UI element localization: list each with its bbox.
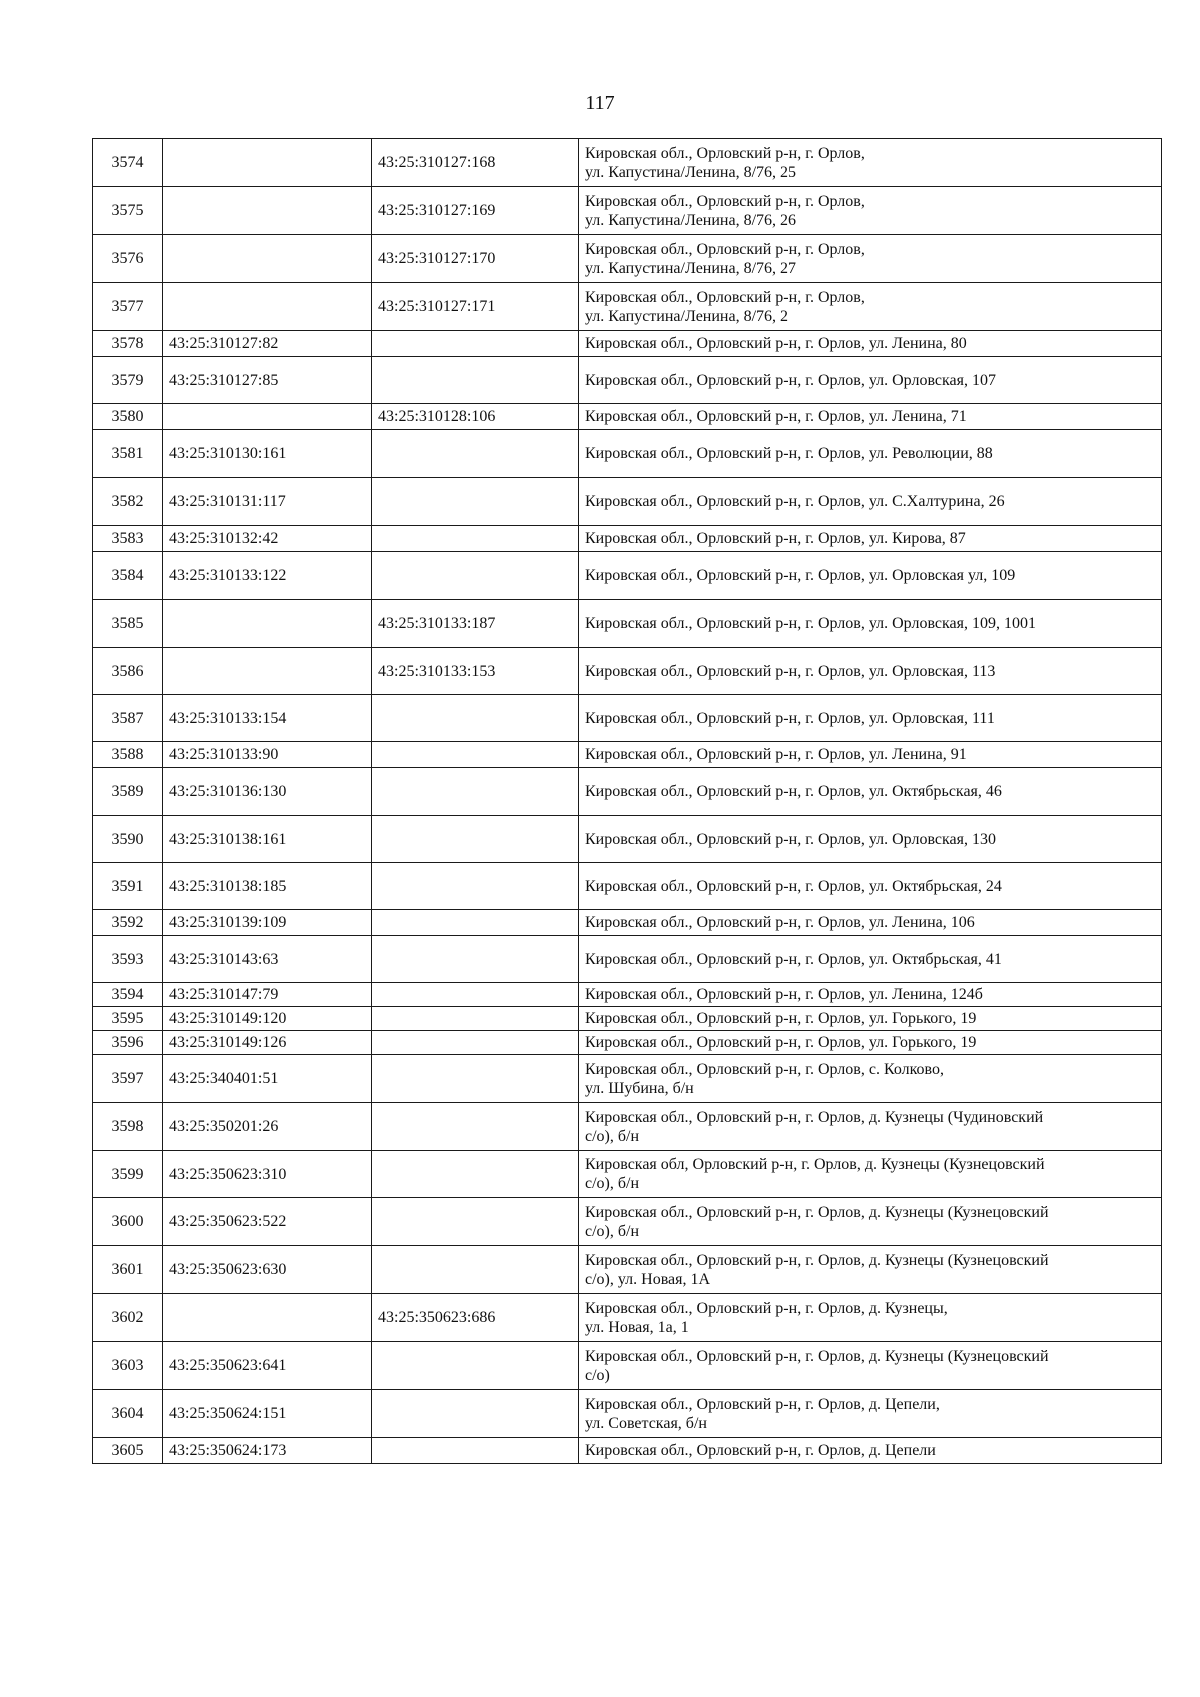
cadastral-number-cell: 43:25:350623:630	[163, 1246, 372, 1294]
address-line: ул. Капустина/Ленина, 8/76, 26	[585, 211, 797, 229]
table-row	[93, 1438, 1162, 1464]
address-line: Кировская обл., Орловский р-н, г. Орлов, ул. Ленина, 124б	[585, 986, 983, 1003]
address-line: с/о), ул. Новая, 1А	[585, 1270, 711, 1288]
row-number-cell: 3586	[93, 648, 163, 695]
table-row	[93, 1390, 1162, 1438]
cadastral-number-cell: 43:25:310139:109	[163, 910, 372, 936]
table-row	[93, 1007, 1162, 1031]
address-line: Кировская обл., Орловский р-н, г. Орлов, ул. С.Халтурина, 26	[585, 493, 1005, 510]
table-row	[93, 863, 1162, 910]
table-row	[93, 139, 1162, 187]
address-cell	[579, 430, 1162, 478]
row-number-cell: 3591	[93, 863, 163, 910]
address-cell	[579, 1198, 1162, 1246]
table-row	[93, 768, 1162, 816]
row-number-cell: 3574	[93, 139, 163, 187]
row-number-cell: 3592	[93, 910, 163, 936]
table-row	[93, 478, 1162, 526]
address-line: Кировская обл, Орловский р-н, г. Орлов, д. Кузнецы (Кузнецовский	[585, 1156, 1045, 1173]
row-number-cell: 3602	[93, 1294, 163, 1342]
address-line: Кировская обл., Орловский р-н, г. Орлов,	[585, 144, 865, 162]
address-line: Кировская обл., Орловский р-н, г. Орлов, д. Кузнецы (Кузнецовский	[585, 1203, 1049, 1221]
address-cell	[579, 695, 1162, 742]
building-cadastral-number-cell	[372, 936, 579, 983]
row-number-cell: 3595	[93, 1007, 163, 1031]
building-cadastral-number-cell: 43:25:310133:153	[372, 648, 579, 695]
address-line: Кировская обл., Орловский р-н, г. Орлов, ул. Октябрьская, 41	[585, 950, 1002, 968]
address-line: с/о), б/н	[585, 1222, 640, 1240]
cadastral-number-cell: 43:25:310131:117	[163, 478, 372, 526]
address-line: Кировская обл., Орловский р-н, г. Орлов,	[585, 192, 865, 210]
building-cadastral-number-cell	[372, 357, 579, 404]
cadastral-number-cell: 43:25:310132:42	[163, 526, 372, 552]
cadastral-number-cell: 43:25:310133:90	[163, 742, 372, 768]
address-line: Кировская обл., Орловский р-н, г. Орлов, ул. Орловская, 107	[585, 371, 996, 389]
cadastral-number-cell: 43:25:310127:82	[163, 331, 372, 357]
building-cadastral-number-cell: 43:25:350623:686	[372, 1294, 579, 1342]
row-number-cell: 3596	[93, 1031, 163, 1055]
table-row	[93, 187, 1162, 235]
building-cadastral-number-cell	[372, 695, 579, 742]
address-line: Кировская обл., Орловский р-н, г. Орлов, д. Кузнецы (Кузнецовский	[585, 1251, 1049, 1269]
building-cadastral-number-cell: 43:25:310127:170	[372, 235, 579, 283]
address-line: ул. Капустина/Ленина, 8/76, 25	[585, 163, 797, 181]
address-cell	[579, 863, 1162, 910]
cadastral-number-cell: 43:25:310138:185	[163, 863, 372, 910]
row-number-cell: 3577	[93, 283, 163, 331]
building-cadastral-number-cell	[372, 1055, 579, 1103]
cadastral-number-cell: 43:25:310127:85	[163, 357, 372, 404]
building-cadastral-number-cell	[372, 983, 579, 1007]
row-number-cell: 3589	[93, 768, 163, 816]
address-cell	[579, 478, 1162, 526]
cadastral-number-cell: 43:25:350623:310	[163, 1151, 372, 1198]
table-row	[93, 331, 1162, 357]
cadastral-number-cell: 43:25:310130:161	[163, 430, 372, 478]
table-row	[93, 1031, 1162, 1055]
address-line: Кировская обл., Орловский р-н, г. Орлов, ул. Орловская, 111	[585, 709, 995, 727]
address-line: Кировская обл., Орловский р-н, г. Орлов, с. Колково,	[585, 1060, 944, 1078]
address-cell	[579, 283, 1162, 331]
row-number-cell: 3588	[93, 742, 163, 768]
address-cell	[579, 187, 1162, 235]
address-line: Кировская обл., Орловский р-н, г. Орлов, ул. Орловская, 113	[585, 662, 996, 680]
address-cell	[579, 235, 1162, 283]
address-line: Кировская обл., Орловский р-н, г. Орлов, ул. Ленина, 71	[585, 408, 967, 425]
cadastral-number-cell	[163, 139, 372, 187]
row-number-cell: 3576	[93, 235, 163, 283]
building-cadastral-number-cell	[372, 816, 579, 863]
address-cell	[579, 1246, 1162, 1294]
building-cadastral-number-cell	[372, 1342, 579, 1390]
cadastral-number-cell	[163, 235, 372, 283]
building-cadastral-number-cell: 43:25:310127:169	[372, 187, 579, 235]
row-number-cell: 3597	[93, 1055, 163, 1103]
building-cadastral-number-cell	[372, 1103, 579, 1151]
row-number-cell: 3603	[93, 1342, 163, 1390]
building-cadastral-number-cell	[372, 1198, 579, 1246]
building-cadastral-number-cell: 43:25:310133:187	[372, 600, 579, 648]
address-line: Кировская обл., Орловский р-н, г. Орлов, ул. Орловская ул, 109	[585, 567, 1016, 584]
building-cadastral-number-cell	[372, 526, 579, 552]
building-cadastral-number-cell	[372, 863, 579, 910]
address-cell	[579, 1151, 1162, 1198]
address-line: Кировская обл., Орловский р-н, г. Орлов,	[585, 288, 865, 306]
row-number-cell: 3605	[93, 1438, 163, 1464]
address-cell	[579, 357, 1162, 404]
cadastral-number-cell: 43:25:310133:154	[163, 695, 372, 742]
address-line: ул. Новая, 1а, 1	[585, 1318, 689, 1336]
table-row	[93, 910, 1162, 936]
building-cadastral-number-cell	[372, 1438, 579, 1464]
address-cell	[579, 526, 1162, 552]
address-line: Кировская обл., Орловский р-н, г. Орлов, ул. Ленина, 106	[585, 914, 975, 931]
cadastral-number-cell: 43:25:310138:161	[163, 816, 372, 863]
cadastral-number-cell	[163, 1294, 372, 1342]
address-line: Кировская обл., Орловский р-н, г. Орлов, ул. Революции, 88	[585, 445, 993, 462]
cadastral-number-cell: 43:25:310143:63	[163, 936, 372, 983]
address-cell	[579, 910, 1162, 936]
address-line: Кировская обл., Орловский р-н, г. Орлов, д. Кузнецы (Кузнецовский	[585, 1347, 1049, 1365]
building-cadastral-number-cell	[372, 430, 579, 478]
address-cell	[579, 139, 1162, 187]
cadastral-number-cell: 43:25:310147:79	[163, 983, 372, 1007]
table-row	[93, 936, 1162, 983]
building-cadastral-number-cell	[372, 552, 579, 600]
building-cadastral-number-cell: 43:25:310127:171	[372, 283, 579, 331]
table-row	[93, 235, 1162, 283]
building-cadastral-number-cell	[372, 1246, 579, 1294]
address-line: ул. Шубина, б/н	[585, 1079, 694, 1097]
building-cadastral-number-cell	[372, 331, 579, 357]
address-cell	[579, 768, 1162, 816]
address-cell	[579, 1342, 1162, 1390]
address-line: ул. Советская, б/н	[585, 1414, 707, 1432]
address-cell	[579, 552, 1162, 600]
address-cell	[579, 1007, 1162, 1031]
address-line: Кировская обл., Орловский р-н, г. Орлов, ул. Орловская, 130	[585, 830, 996, 848]
table-row	[93, 526, 1162, 552]
table-row	[93, 404, 1162, 430]
table-row	[93, 552, 1162, 600]
address-line: с/о)	[585, 1366, 610, 1384]
cadastral-number-cell: 43:25:350201:26	[163, 1103, 372, 1151]
building-cadastral-number-cell	[372, 910, 579, 936]
address-cell	[579, 648, 1162, 695]
address-line: Кировская обл., Орловский р-н, г. Орлов, ул. Горького, 19	[585, 1010, 977, 1027]
address-cell	[579, 404, 1162, 430]
address-line: с/о), б/н	[585, 1175, 640, 1192]
address-cell	[579, 1055, 1162, 1103]
address-cell	[579, 1031, 1162, 1055]
cadastral-number-cell	[163, 404, 372, 430]
table-row	[93, 357, 1162, 404]
row-number-cell: 3598	[93, 1103, 163, 1151]
row-number-cell: 3584	[93, 552, 163, 600]
table-row	[93, 1103, 1162, 1151]
table-row	[93, 1246, 1162, 1294]
cadastral-number-cell: 43:25:350623:641	[163, 1342, 372, 1390]
address-cell	[579, 983, 1162, 1007]
cadastral-number-cell	[163, 283, 372, 331]
row-number-cell: 3599	[93, 1151, 163, 1198]
row-number-cell: 3587	[93, 695, 163, 742]
row-number-cell: 3601	[93, 1246, 163, 1294]
table-row	[93, 816, 1162, 863]
row-number-cell: 3580	[93, 404, 163, 430]
address-line: Кировская обл., Орловский р-н, г. Орлов, д. Цепели,	[585, 1395, 940, 1413]
table-row	[93, 430, 1162, 478]
row-number-cell: 3593	[93, 936, 163, 983]
table-row	[93, 1342, 1162, 1390]
row-number-cell: 3582	[93, 478, 163, 526]
table-row	[93, 283, 1162, 331]
address-line: Кировская обл., Орловский р-н, г. Орлов, д. Кузнецы (Чудиновский	[585, 1108, 1044, 1126]
address-cell	[579, 1294, 1162, 1342]
table-row	[93, 648, 1162, 695]
address-line: Кировская обл., Орловский р-н, г. Орлов,	[585, 240, 865, 258]
row-number-cell: 3575	[93, 187, 163, 235]
cadastral-number-cell	[163, 187, 372, 235]
address-line: Кировская обл., Орловский р-н, г. Орлов, ул. Октябрьская, 46	[585, 783, 1002, 800]
building-cadastral-number-cell: 43:25:310127:168	[372, 139, 579, 187]
cadastral-number-cell	[163, 600, 372, 648]
building-cadastral-number-cell	[372, 478, 579, 526]
row-number-cell: 3585	[93, 600, 163, 648]
address-cell	[579, 1103, 1162, 1151]
address-line: Кировская обл., Орловский р-н, г. Орлов, ул. Ленина, 91	[585, 746, 967, 763]
table-row	[93, 1151, 1162, 1198]
building-cadastral-number-cell	[372, 768, 579, 816]
address-cell	[579, 742, 1162, 768]
address-line: ул. Капустина/Ленина, 8/76, 2	[585, 307, 789, 325]
cadastral-number-cell: 43:25:310149:126	[163, 1031, 372, 1055]
register-table-body	[93, 139, 1162, 1464]
cadastral-number-cell: 43:25:350624:173	[163, 1438, 372, 1464]
row-number-cell: 3581	[93, 430, 163, 478]
address-line: ул. Капустина/Ленина, 8/76, 27	[585, 259, 797, 277]
row-number-cell: 3579	[93, 357, 163, 404]
page-number: 117	[585, 92, 615, 114]
address-line: Кировская обл., Орловский р-н, г. Орлов, ул. Кирова, 87	[585, 530, 966, 547]
row-number-cell: 3578	[93, 331, 163, 357]
address-line: Кировская обл., Орловский р-н, г. Орлов, ул. Ленина, 80	[585, 335, 967, 352]
table-row	[93, 695, 1162, 742]
row-number-cell: 3600	[93, 1198, 163, 1246]
register-table	[92, 138, 1162, 1464]
address-line: Кировская обл., Орловский р-н, г. Орлов, д. Кузнецы,	[585, 1299, 948, 1317]
table-row	[93, 1198, 1162, 1246]
building-cadastral-number-cell: 43:25:310128:106	[372, 404, 579, 430]
building-cadastral-number-cell	[372, 1390, 579, 1438]
cadastral-number-cell: 43:25:310133:122	[163, 552, 372, 600]
cadastral-number-cell: 43:25:350624:151	[163, 1390, 372, 1438]
address-cell	[579, 936, 1162, 983]
address-line: Кировская обл., Орловский р-н, г. Орлов, д. Цепели	[585, 1442, 936, 1459]
cadastral-number-cell: 43:25:310149:120	[163, 1007, 372, 1031]
cadastral-number-cell: 43:25:340401:51	[163, 1055, 372, 1103]
row-number-cell: 3590	[93, 816, 163, 863]
address-line: Кировская обл., Орловский р-н, г. Орлов, ул. Октябрьская, 24	[585, 877, 1002, 895]
address-line: с/о), б/н	[585, 1127, 640, 1145]
row-number-cell: 3594	[93, 983, 163, 1007]
address-cell	[579, 1438, 1162, 1464]
cadastral-number-cell: 43:25:350623:522	[163, 1198, 372, 1246]
building-cadastral-number-cell	[372, 1007, 579, 1031]
table-row	[93, 1055, 1162, 1103]
address-cell	[579, 816, 1162, 863]
table-row	[93, 983, 1162, 1007]
table-row	[93, 1294, 1162, 1342]
table-row	[93, 600, 1162, 648]
address-cell	[579, 1390, 1162, 1438]
address-line: Кировская обл., Орловский р-н, г. Орлов, ул. Горького, 19	[585, 1034, 977, 1051]
table-row	[93, 742, 1162, 768]
cadastral-number-cell	[163, 648, 372, 695]
row-number-cell: 3583	[93, 526, 163, 552]
address-cell	[579, 331, 1162, 357]
building-cadastral-number-cell	[372, 1031, 579, 1055]
building-cadastral-number-cell	[372, 742, 579, 768]
address-line: Кировская обл., Орловский р-н, г. Орлов, ул. Орловская, 109, 1001	[585, 615, 1036, 632]
building-cadastral-number-cell	[372, 1151, 579, 1198]
cadastral-number-cell: 43:25:310136:130	[163, 768, 372, 816]
address-cell	[579, 600, 1162, 648]
row-number-cell: 3604	[93, 1390, 163, 1438]
